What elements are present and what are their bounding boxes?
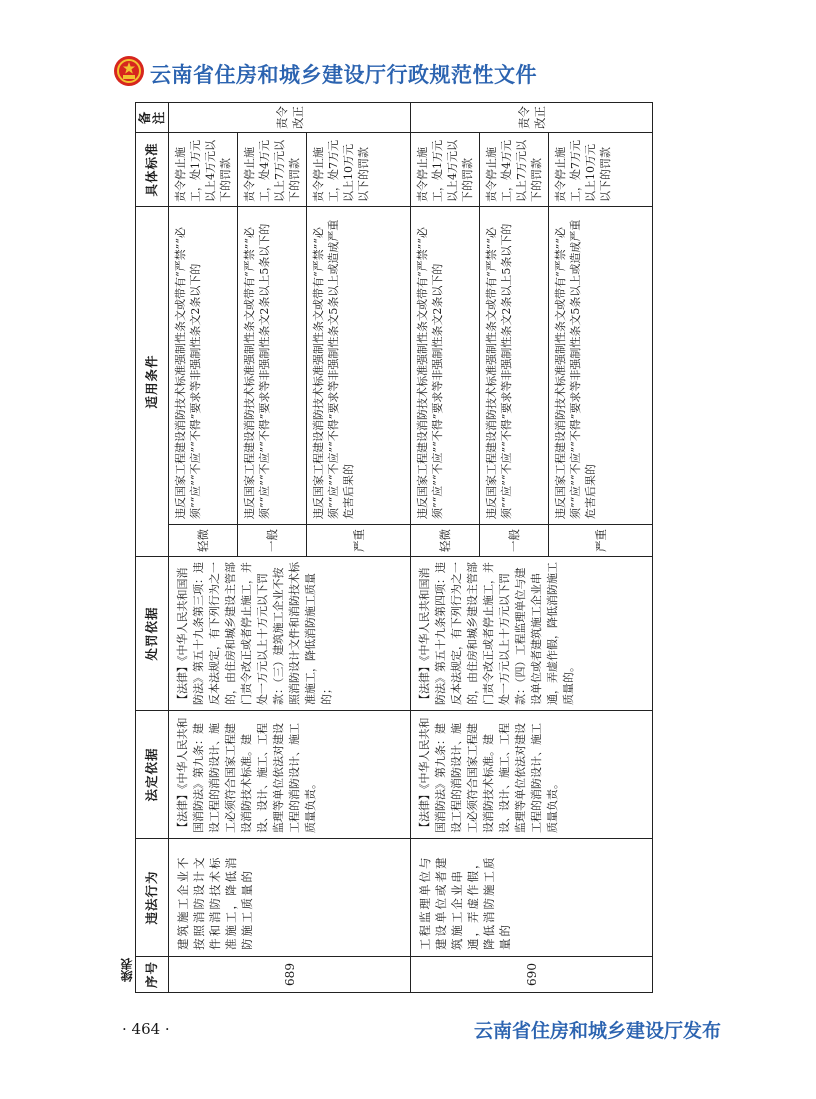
col-header-conditions: 适用条件 [136, 206, 169, 556]
severity-level: 轻微 [169, 525, 238, 557]
continued-label: 续表 [120, 958, 134, 982]
page-title: 云南省住房和城乡建设厅行政规范性文件 [150, 63, 537, 87]
severity-level: 一般 [480, 525, 549, 557]
violation-behavior: 建筑施工企业不按照消防设计文件和消防技术标准施工，降低消防施工质量的 [169, 839, 411, 957]
severity-level: 轻微 [411, 525, 480, 557]
penalty-table-wrapper [135, 103, 641, 993]
row-number: 690 [411, 957, 653, 993]
penalty-standard: 责令停止施工，处4万元以上7万元以下的罚款 [480, 132, 549, 206]
table-row [411, 102, 480, 992]
page-number: · 464 · [122, 1020, 170, 1038]
penalty-standard: 责令停止施工，处7万元以上10万元以下的罚款 [549, 132, 653, 206]
publisher: 云南省住房和城乡建设厅发布 [474, 1020, 722, 1042]
penalty-standard: 责令停止施工，处7万元以上10万元以下的罚款 [307, 132, 411, 206]
col-header-legal-basis: 法定依据 [136, 711, 169, 839]
remark: 责令改正 [411, 102, 653, 132]
legal-basis: 【法律】《中华人民共和国消防法》第九条：建设工程的消防设计、施工必须符合国家工程建设消防技术标准。建设、设计、施工、工程监理等单位依法对建设工程的消防设计、施工质量负责。 [411, 711, 653, 839]
penalty-standard: 责令停止施工，处4万元以上7万元以下的罚款 [238, 132, 307, 206]
applicable-condition: 违反国家工程建设消防技术标准强制性条文或带有“严禁”“必须”“应”“不应”“不得”要求等非强制性条文2条以下的 [169, 206, 238, 524]
col-header-behavior: 违法行为 [136, 839, 169, 957]
col-header-standard: 具体标准 [136, 132, 169, 206]
penalty-basis: 【法律】《中华人民共和国消防法》第五十九条第四项：违反本法规定，有下列行为之一的，由住房和城乡建设主管部门责令改正或者停止施工，并处一万元以上十万元以下罚款：（四）工程监理单位与建设单位或者建筑施工企业串通，弄虚作假，降低消防施工质量的。 [411, 557, 653, 711]
penalty-table [135, 102, 653, 993]
violation-behavior: 工程监理单位与建设单位或者建筑施工企业串通，弄虚作假，降低消防施工质量的 [411, 839, 653, 957]
applicable-condition: 违反国家工程建设消防技术标准强制性条文或带有“严禁”“必须”“应”“不应”“不得”要求等非强制性条文2条以上5条以下的 [480, 206, 549, 524]
legal-basis: 【法律】《中华人民共和国消防法》第九条：建设工程的消防设计、施工必须符合国家工程建设消防技术标准。建设、设计、施工、工程监理等单位依法对建设工程的消防设计、施工质量负责。 [169, 711, 411, 839]
penalty-standard: 责令停止施工，处1万元以上4万元以下的罚款 [169, 132, 238, 206]
severity-level: 严重 [549, 525, 653, 557]
col-header-no: 序号 [136, 957, 169, 993]
severity-level: 严重 [307, 525, 411, 557]
severity-level: 一般 [238, 525, 307, 557]
national-emblem-icon [113, 55, 145, 87]
applicable-condition: 违反国家工程建设消防技术标准强制性条文或带有“严禁”“必须”“应”“不应”“不得”要求等非强制性条文5条以上或造成严重危害后果的 [307, 206, 411, 524]
col-header-penalty-basis: 处罚依据 [136, 557, 169, 711]
table-row [169, 102, 238, 992]
applicable-condition: 违反国家工程建设消防技术标准强制性条文或带有“严禁”“必须”“应”“不应”“不得”要求等非强制性条文5条以上或造成严重危害后果的 [549, 206, 653, 524]
table-header-row [136, 102, 169, 992]
remark: 责令改正 [169, 102, 411, 132]
col-header-remarks: 备注 [136, 102, 169, 132]
penalty-basis: 【法律】《中华人民共和国消防法》第五十九条第三项：违反本法规定，有下列行为之一的，由住房和城乡建设主管部门责令改正或者停止施工，并处一万元以上十万元以下罚款：（三）建筑施工企业不按照消防设计文件和消防技术标准施工，降低消防施工质量的； [169, 557, 411, 711]
applicable-condition: 违反国家工程建设消防技术标准强制性条文或带有“严禁”“必须”“应”“不应”“不得”要求等非强制性条文2条以上5条以下的 [238, 206, 307, 524]
applicable-condition: 违反国家工程建设消防技术标准强制性条文或带有“严禁”“必须”“应”“不应”“不得”要求等非强制性条文2条以下的 [411, 206, 480, 524]
row-number: 689 [169, 957, 411, 993]
penalty-standard: 责令停止施工，处1万元以上4万元以下的罚款 [411, 132, 480, 206]
